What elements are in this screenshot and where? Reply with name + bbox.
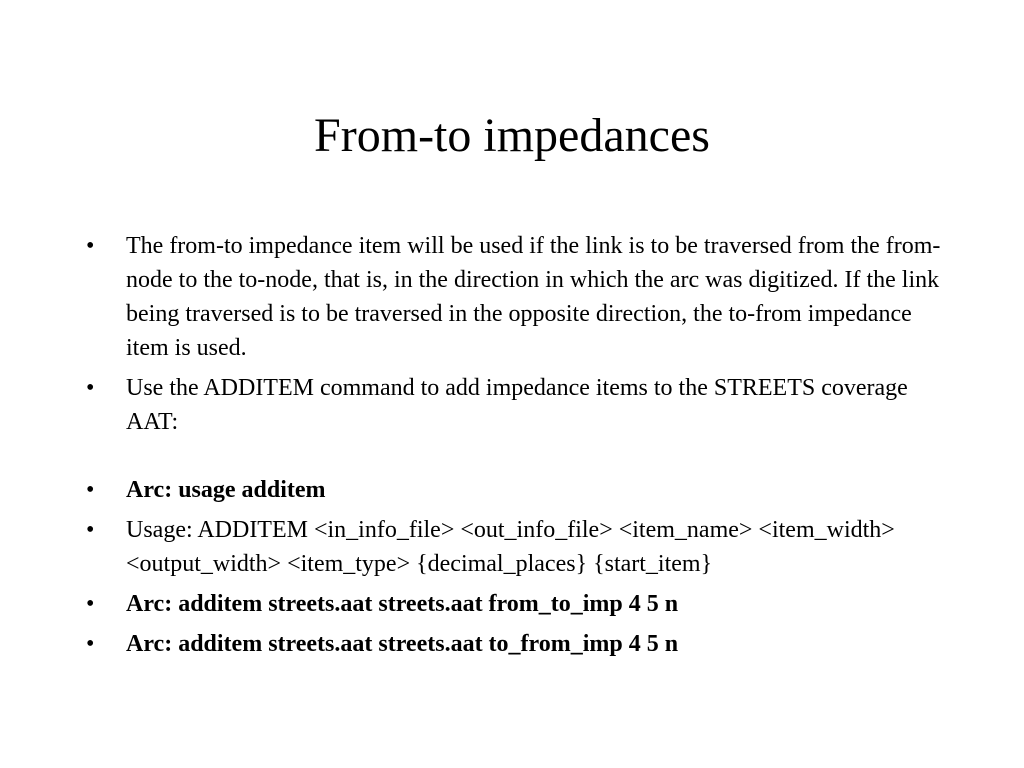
bullet-icon: • bbox=[86, 375, 95, 401]
bullet-text-command: Arc: additem streets.aat streets.aat to_from_imp 4 5 n bbox=[126, 631, 679, 657]
bullet-item bbox=[86, 587, 956, 621]
bullet-item bbox=[86, 473, 956, 507]
bullet-text-usage: Usage: ADDITEM <in_info_file> <out_info_file> <item_name> <item_width> <output_width> <item_type> {decimal_places} {start_item} bbox=[126, 517, 895, 577]
slide-title: From-to impedances bbox=[314, 109, 710, 162]
bullet-icon: • bbox=[86, 631, 95, 657]
bullet-text-command: Arc: usage additem bbox=[126, 477, 326, 503]
bullet-text-command: Arc: additem streets.aat streets.aat from_to_imp 4 5 n bbox=[126, 591, 679, 617]
bullet-list bbox=[86, 229, 956, 667]
bullet-text: Use the ADDITEM command to add impedance items to the STREETS coverage AAT: bbox=[126, 375, 908, 435]
bullet-icon: • bbox=[86, 477, 95, 503]
bullet-item bbox=[86, 371, 956, 439]
bullet-icon: • bbox=[86, 591, 95, 617]
bullet-text: The from-to impedance item will be used if the link is to be traversed from the from-node to the to-node, that is, in the direction in which the arc was digitized. If the link being traversed is to be traversed in the opposite direction, the to-from impedance item is used. bbox=[126, 233, 941, 361]
bullet-item bbox=[86, 627, 956, 661]
bullet-icon: • bbox=[86, 233, 95, 259]
bullet-item bbox=[86, 229, 956, 365]
bullet-item bbox=[86, 513, 956, 581]
bullet-icon: • bbox=[86, 517, 95, 543]
